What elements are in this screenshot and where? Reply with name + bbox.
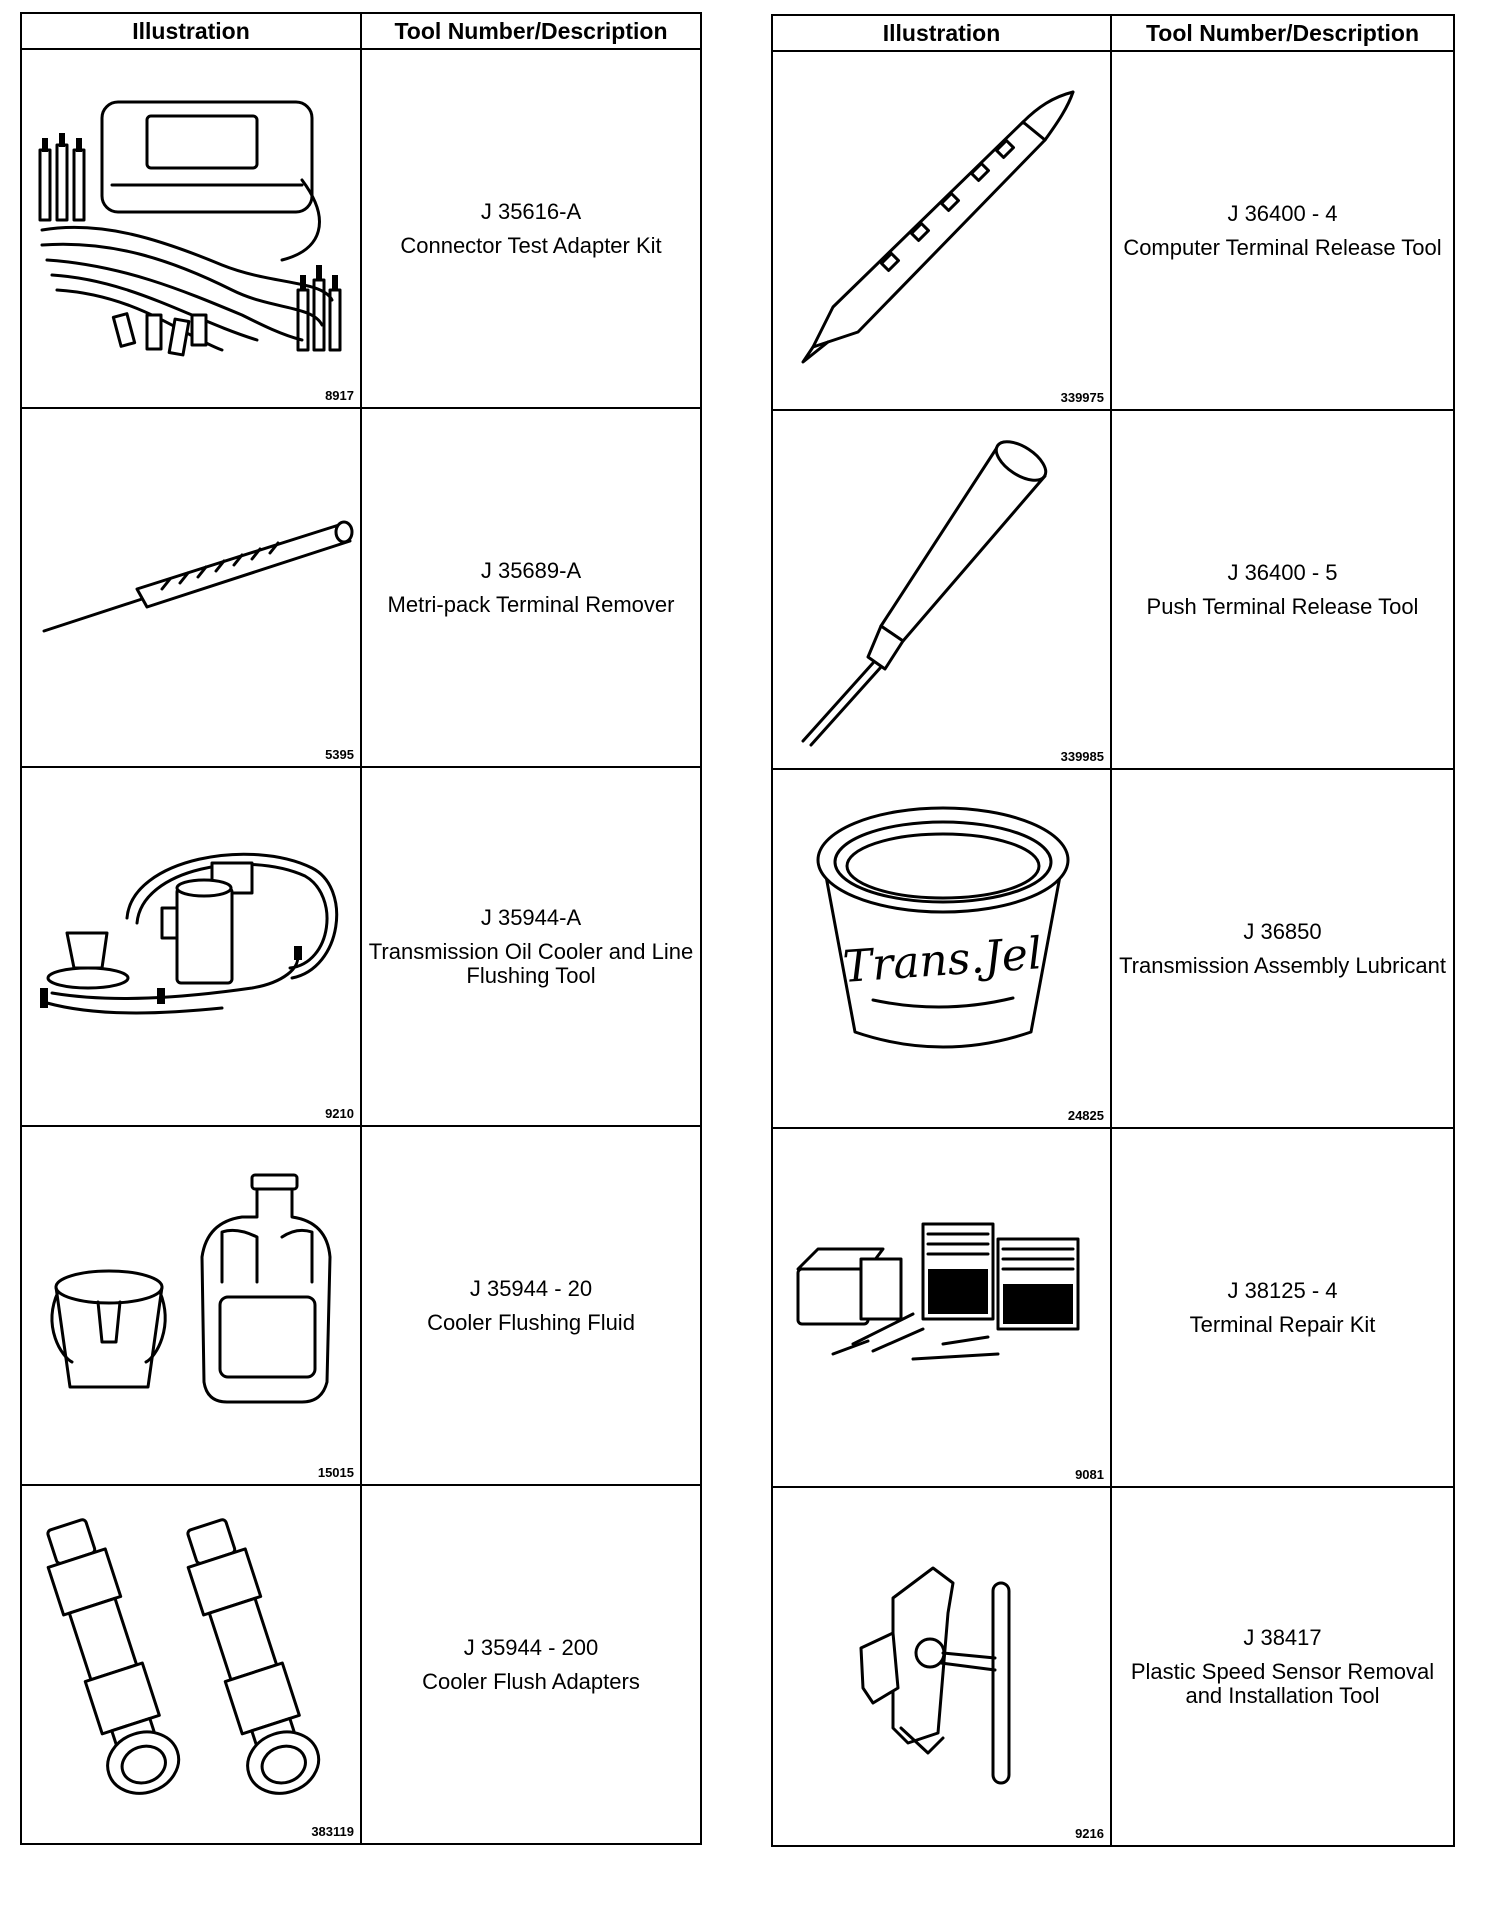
tool-number: J 38417 [1243,1624,1322,1650]
tool-description-cell [361,408,701,767]
tool-description-cell [361,767,701,1126]
table-row [21,767,701,1126]
illustration-cell [21,1485,361,1844]
illustration-cell [21,1126,361,1485]
table-row [21,1126,701,1485]
header-tool-number: Tool Number/Description [1111,15,1454,51]
tool-number: J 35944 - 20 [469,1275,593,1301]
tool-number: J 35944 - 200 [463,1634,599,1660]
tool-description-cell [361,49,701,408]
tool-description-cell [361,1126,701,1485]
tool-number: J 36400 - 5 [1227,559,1338,585]
terminal-repair-kit-icon [773,1129,1112,1486]
tool-number: J 38125 - 4 [1227,1277,1338,1303]
illustration-cell [21,767,361,1126]
tool-description: Metri-pack Terminal Remover [387,591,675,617]
figure-number: 9216 [1075,1826,1104,1841]
tool-description: Cooler Flush Adapters [422,1668,640,1694]
terminal-release-tool-icon [773,52,1112,409]
figure-number: 339985 [1060,749,1104,764]
table-row [21,49,701,408]
header-tool-number: Tool Number/Description [361,13,701,49]
tool-number: J 35616-A [480,198,582,224]
flush-adapters-icon [22,1486,362,1843]
table-row [21,1485,701,1844]
header-illustration: Illustration [772,15,1111,51]
tool-description: Plastic Speed Sensor Removal and Installation Tool [1130,1658,1435,1708]
table-row [772,410,1454,769]
tool-description-cell [1111,1487,1454,1846]
tool-table-left [20,12,702,1845]
header-row [772,15,1454,51]
tool-description: Cooler Flushing Fluid [427,1309,635,1335]
push-terminal-release-tool-icon [773,411,1112,768]
figure-number: 15015 [317,1465,354,1480]
tool-table-right [771,14,1455,1847]
tool-description: Connector Test Adapter Kit [400,232,662,258]
illustration-cell [21,49,361,408]
tub-label: Trans.Jel [841,928,1044,993]
illustration-cell [772,769,1111,1128]
table-row [772,1128,1454,1487]
header-illustration: Illustration [21,13,361,49]
illustration-cell [772,1128,1111,1487]
tool-description: Computer Terminal Release Tool [1123,234,1442,260]
figure-number: 383119 [311,1824,354,1839]
figure-number: 339975 [1060,390,1104,405]
lubricant-tub-icon [773,770,1112,1127]
metri-pack-terminal-remover-icon [22,409,362,766]
table-row [772,51,1454,410]
tool-number: J 36400 - 4 [1227,200,1338,226]
illustration-cell [21,408,361,767]
tool-description: Terminal Repair Kit [1189,1311,1376,1337]
figure-number: 5395 [325,747,354,762]
illustration-cell [772,51,1111,410]
figure-number: 24825 [1067,1108,1104,1123]
figure-number: 9210 [325,1106,354,1121]
tool-description: Transmission Assembly Lubricant [1119,952,1446,978]
table-row [772,1487,1454,1846]
table-row [772,769,1454,1128]
figure-number: 8917 [325,388,354,403]
header-row [21,13,701,49]
speed-sensor-tool-icon [773,1488,1112,1845]
tool-number: J 35944-A [480,904,582,930]
flushing-tool-icon [22,768,362,1125]
tool-number: J 36850 [1243,918,1322,944]
figure-number: 9081 [1075,1467,1104,1482]
tool-description-cell [1111,410,1454,769]
tool-number: J 35689-A [480,557,582,583]
tool-description-cell [361,1485,701,1844]
table-row [21,408,701,767]
illustration-cell [772,410,1111,769]
tool-description: Transmission Oil Cooler and Line Flushing Tool [368,938,694,988]
tool-description-cell [1111,51,1454,410]
flushing-fluid-icon [22,1127,362,1484]
tool-description-cell [1111,1128,1454,1487]
connector-test-adapter-kit-icon [22,50,362,407]
illustration-cell [772,1487,1111,1846]
tool-description-cell [1111,769,1454,1128]
tool-description: Push Terminal Release Tool [1146,593,1419,619]
